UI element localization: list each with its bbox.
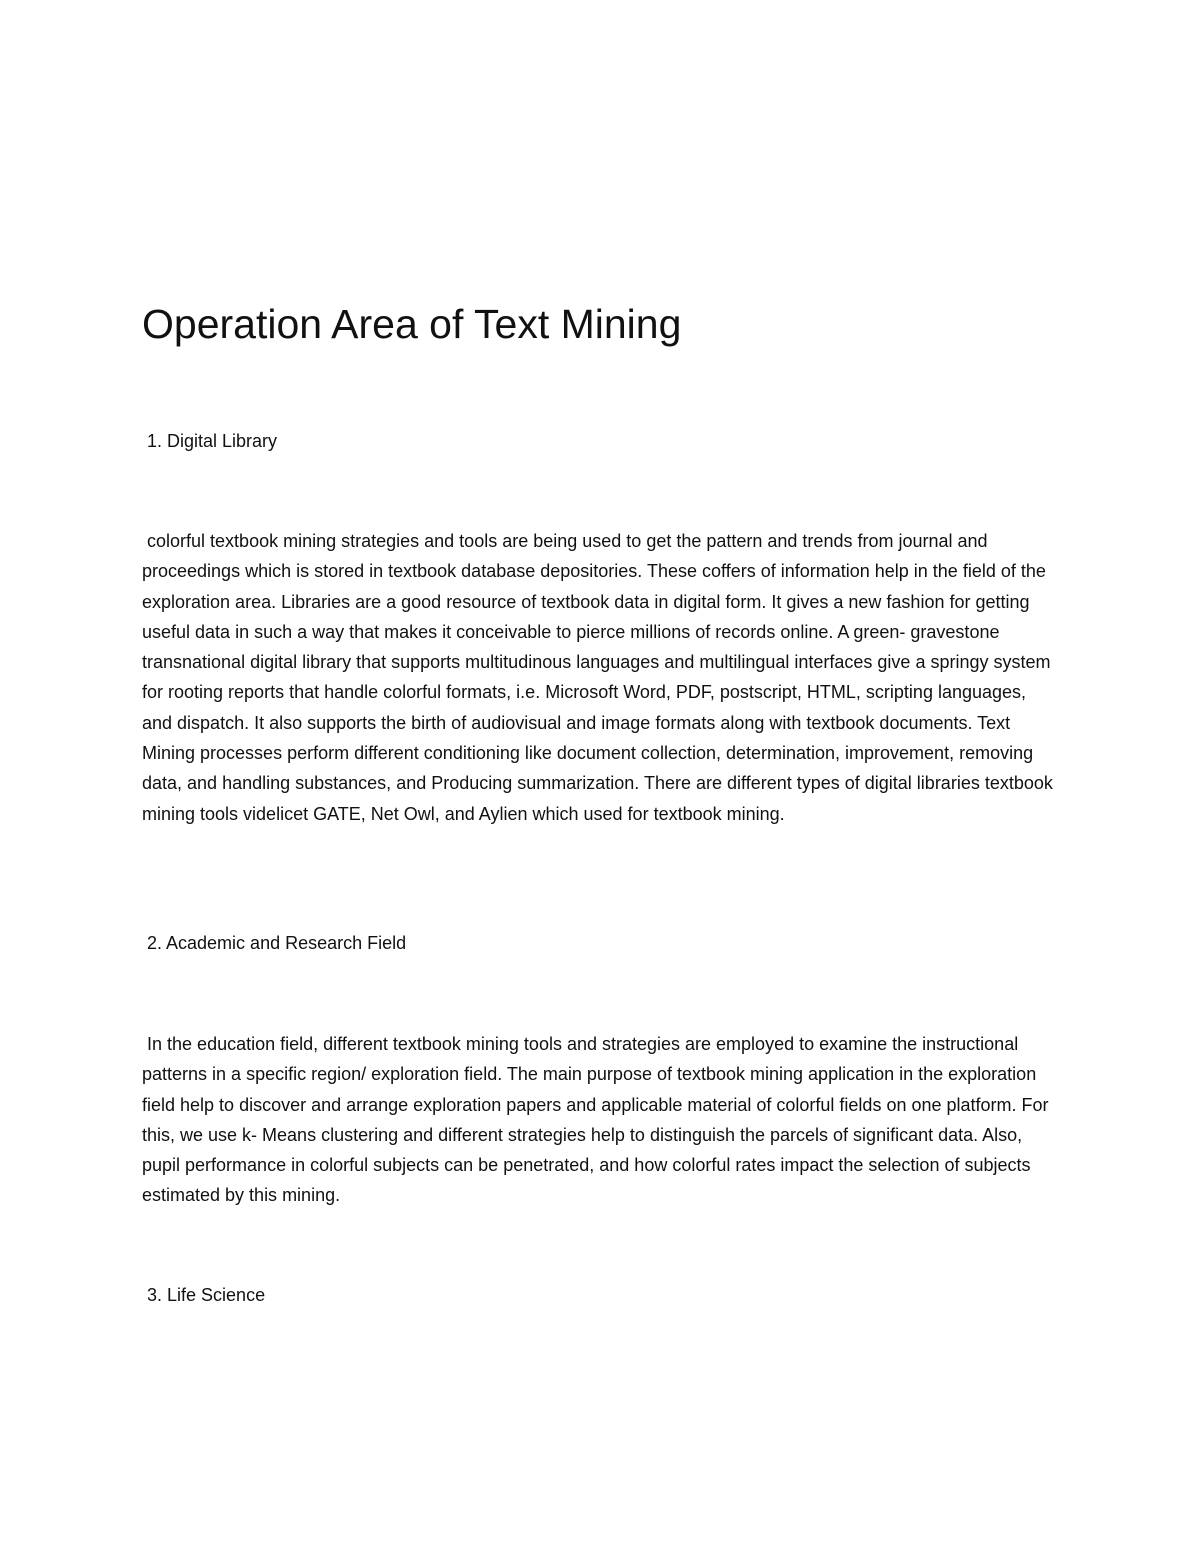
section-heading-life-science: 3. Life Science <box>142 1285 266 1305</box>
section-body-academic-research: In the education field, different textbook mining tools and strategies are employed to examine the instructional patterns in a specific region/ exploration field. The main purpose of textbook mining application in the exploration field help to discover and arrange exploration papers and applicable material of colorful fields on one platform. For this, we use k- Means clustering and different strategies help to distinguish the parcels of significant data. Also, pupil performance in colorful subjects can be penetrated, and how colorful rates impact the selection of subjects estimated by this mining. <box>142 1034 1054 1206</box>
section-heading-academic-research: 2. Academic and Research Field <box>142 933 407 953</box>
section-heading-digital-library: 1. Digital Library <box>142 431 278 451</box>
section-body-digital-library: colorful textbook mining strategies and tools are being used to get the pattern and trends from journal and proceedings which is stored in textbook database depositories. These coffers of information help in the field of the exploration area. Libraries are a good resource of textbook data in digital form. It gives a new fashion for getting useful data in such a way that makes it conceivable to pierce millions of records online. A green- gravestone transnational digital library that supports multitudinous languages and multilingual interfaces give a springy system for rooting reports that handle colorful formats, i.e. Microsoft Word, PDF, postscript, HTML, scripting languages, and dispatch. It also supports the birth of audiovisual and image formats along with textbook documents. Text Mining processes perform different conditioning like document collection, determination, improvement, removing data, and handling substances, and Producing summarization. There are different types of digital libraries textbook mining tools videlicet GATE, Net Owl, and Aylien which used for textbook mining. <box>142 531 1058 824</box>
document-title: Operation Area of Text Mining <box>142 301 682 347</box>
